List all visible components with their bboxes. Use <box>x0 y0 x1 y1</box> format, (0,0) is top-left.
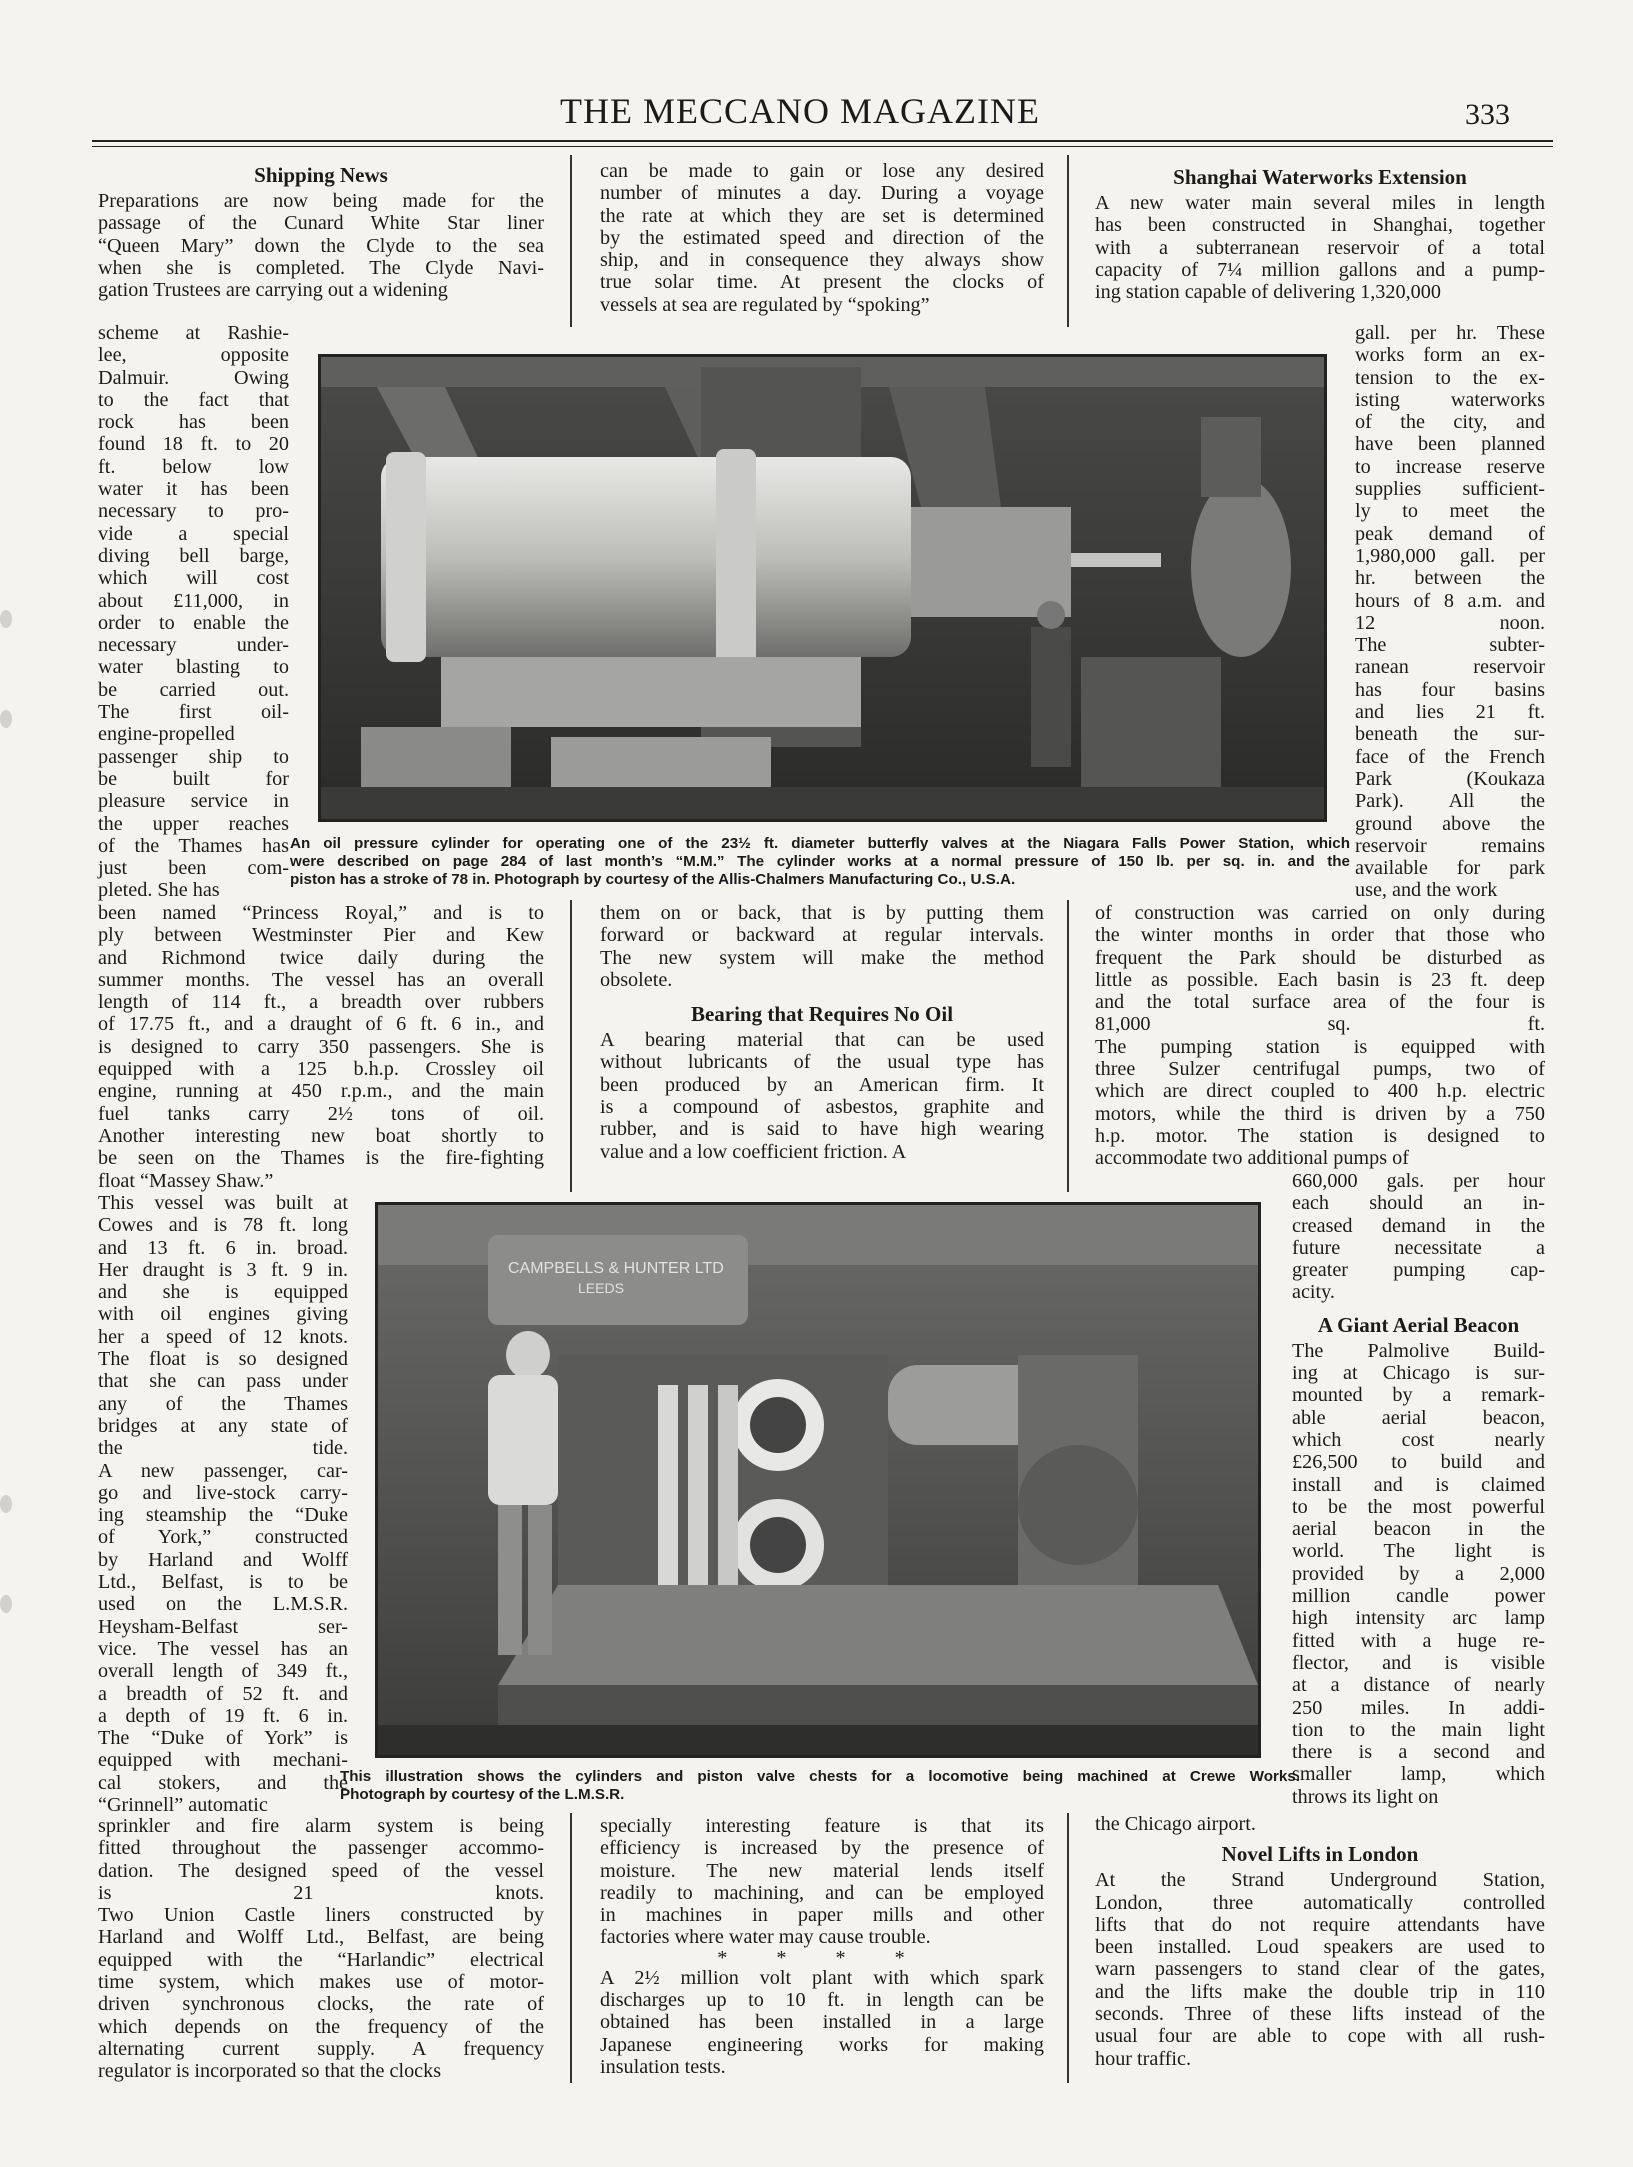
text-line: float “Massey Shaw.” <box>98 1169 274 1192</box>
text-line: frequent the Park should be disturbed as <box>1095 946 1545 969</box>
column-rule-right-mid <box>1067 900 1069 1192</box>
shanghai-narrow2 <box>1292 1170 1545 1808</box>
text-line: of the Thames has <box>98 834 289 857</box>
column-rule-left-bottom <box>570 1813 572 2083</box>
text-line: pleted. She has <box>98 879 220 902</box>
scan-mark <box>0 1595 12 1613</box>
text-line: number of minutes a day. During a voyage <box>600 182 1044 205</box>
text-line: diving bell barge, <box>98 544 289 567</box>
text-line: summer months. The vessel has an overall <box>98 968 544 991</box>
text-line: time system, which makes use of motor- <box>98 1971 544 1994</box>
text-line: length of 114 ft., a breadth over rubbers <box>98 991 544 1014</box>
text-line: necessary to pro- <box>98 500 289 523</box>
right-column-bottom <box>1095 1813 1545 2070</box>
bearing-text-continued <box>600 1815 1044 1949</box>
text-line: London, three automatically controlled <box>1095 1891 1545 1914</box>
text-line: obtained has been installed in a large <box>600 2011 1044 2034</box>
magazine-title: THE MECCANO MAGAZINE <box>560 91 1040 131</box>
text-line: of the city, and <box>1355 411 1545 434</box>
middle-column-top <box>600 160 1044 316</box>
shipping-lines-top <box>98 190 544 301</box>
text-line: 1,980,000 gall. per <box>1355 544 1545 567</box>
text-line: is a compound of asbestos, graphite and <box>600 1096 1044 1119</box>
text-line: which are direct coupled to 400 h.p. electric <box>1095 1080 1545 1103</box>
text-line: Park). All the <box>1355 790 1545 813</box>
text-line: overall length of 349 ft., <box>98 1660 348 1683</box>
column-rule-right-bottom <box>1067 1813 1069 2083</box>
text-line: capacity of 7¼ million gallons and a pump- <box>1095 258 1545 281</box>
text-line: and Richmond twice daily during the <box>98 946 544 969</box>
text-line: driven synchronous clocks, the rate of <box>98 1993 544 2016</box>
text-line: vessels at sea are regulated by “spoking” <box>600 293 930 316</box>
caption-oil-cylinder <box>290 835 1350 889</box>
text-line: insulation tests. <box>600 2055 726 2078</box>
text-line: true solar time. At present the clocks of <box>600 271 1044 294</box>
text-line: fitted throughout the passenger accommo- <box>98 1837 544 1860</box>
text-line: Two Union Castle liners constructed by <box>98 1904 544 1927</box>
caption-locomotive-lines <box>340 1768 1300 1804</box>
text-line: beneath the sur- <box>1355 723 1545 746</box>
shanghai-lines-top <box>1095 192 1545 303</box>
text-line: value and a low coefficient friction. A <box>600 1140 907 1163</box>
text-line: rubber, and is said to have high wearing <box>600 1118 1044 1141</box>
text-line: Park (Koukaza <box>1355 767 1545 790</box>
text-line: by the estimated speed and direction of the <box>600 226 1044 249</box>
text-line: isting waterworks <box>1355 388 1545 411</box>
shipping-news-mid <box>98 902 544 1192</box>
text-line: and lies 21 ft. <box>1355 701 1545 724</box>
text-line: high intensity arc lamp <box>1292 1607 1545 1630</box>
shanghai-mid <box>1095 902 1545 1170</box>
text-line: passenger ship to <box>98 745 289 768</box>
text-line: with a subterranean reservoir of a total <box>1095 236 1545 259</box>
lifts-lines <box>1095 1869 1545 2070</box>
shipping-lines-narrow <box>98 322 289 902</box>
text-line: factories where water may cause trouble. <box>600 1926 931 1949</box>
text-line: Ltd., Belfast, is to be <box>98 1571 348 1594</box>
text-line: and the lifts make the double trip in 110 <box>1095 1980 1545 2003</box>
text-line: peak demand of <box>1355 522 1545 545</box>
text-line: have been planned <box>1355 433 1545 456</box>
text-line: Dalmuir. Owing <box>98 366 289 389</box>
shipping-news-narrow2 <box>98 1192 348 1816</box>
text-line: The first oil- <box>98 701 289 724</box>
scan-mark <box>0 1495 12 1513</box>
text-line: her a speed of 12 knots. <box>98 1325 348 1348</box>
shipping-lines-bottom <box>98 1815 544 2083</box>
text-line: ply between Westminster Pier and Kew <box>98 924 544 947</box>
text-line: engine-propelled <box>98 723 235 746</box>
text-line: A bearing material that can be used <box>600 1029 1044 1052</box>
page-number: 333 <box>1465 98 1510 131</box>
text-line: just been com- <box>98 857 289 880</box>
text-line: by Harland and Wolff <box>98 1548 348 1571</box>
shanghai-article <box>1095 162 1545 303</box>
scan-mark <box>0 610 12 628</box>
text-line: This vessel was built at <box>98 1192 348 1214</box>
text-line: “Grinnell” automatic <box>98 1794 268 1817</box>
text-line: the upper reaches <box>98 812 289 835</box>
header-rule-bottom <box>92 146 1553 147</box>
text-line: usual four are able to cope with all rush- <box>1095 2025 1545 2048</box>
text-line: go and live-stock carry- <box>98 1481 348 1504</box>
text-line: This illustration shows the cylinders and piston valve chests for a locomotive being machined at Crewe Works. <box>340 1768 1300 1785</box>
bearing-text-lines <box>600 1029 1044 1163</box>
text-line: vice. The vessel has an <box>98 1637 348 1660</box>
text-line: passage of the Cunard White Star liner <box>98 212 544 235</box>
text-line: can be made to gain or lose any desired <box>600 160 1044 182</box>
text-line: able aerial beacon, <box>1292 1406 1545 1429</box>
bearing-heading: Bearing that Requires No Oil <box>690 1002 954 1027</box>
text-line: efficiency is increased by the presence of <box>600 1837 1044 1860</box>
text-line: which will cost <box>98 567 289 590</box>
shanghai-lines-narrow <box>1355 322 1545 902</box>
text-line: three Sulzer centrifugal pumps, two of <box>1095 1058 1545 1081</box>
text-line: provided by a 2,000 <box>1292 1562 1545 1585</box>
text-line: obsolete. <box>600 968 673 991</box>
shipping-news-bottom <box>98 1815 544 2083</box>
text-line: At the Strand Underground Station, <box>1095 1869 1545 1892</box>
text-line: necessary under- <box>98 634 289 657</box>
text-line: and 13 ft. 6 in. broad. <box>98 1236 348 1259</box>
text-line: to increase reserve <box>1355 455 1545 478</box>
shipping-news-heading: Shipping News <box>254 163 388 187</box>
text-line: mounted by a remark- <box>1292 1384 1545 1407</box>
header-rule-top <box>92 140 1553 142</box>
text-line: A new water main several miles in length <box>1095 192 1545 214</box>
text-line: to the fact that <box>98 388 289 411</box>
text-line: ing station capable of delivering 1,320,000 <box>1095 281 1441 304</box>
text-line: any of the Thames <box>98 1392 348 1415</box>
text-line: motors, while the third is driven by a 750 <box>1095 1102 1545 1125</box>
text-line: A 2½ million volt plant with which spark <box>600 1966 1044 1989</box>
text-line: them on or back, that is by putting them <box>600 902 1044 924</box>
beacon-last-line: the Chicago airport. <box>1095 1813 1256 1835</box>
text-line: reservoir remains <box>1355 834 1545 857</box>
text-line: works form an ex- <box>1355 344 1545 367</box>
text-line: available for park <box>1355 857 1545 880</box>
text-line: future necessitate a <box>1292 1236 1545 1259</box>
middle-column-bottom <box>600 1815 1044 2078</box>
lifts-heading: Novel Lifts in London <box>1221 1842 1419 1867</box>
text-line: when she is completed. The Clyde Navi- <box>98 256 544 279</box>
text-line: creased demand in the <box>1292 1214 1545 1237</box>
text-line: The subter- <box>1355 634 1545 657</box>
text-line: acity. <box>1292 1281 1335 1304</box>
shanghai-heading: Shanghai Waterworks Extension <box>1173 165 1467 189</box>
text-line: gall. per hr. These <box>1355 322 1545 344</box>
text-line: about £11,000, in <box>98 589 289 612</box>
text-line: forward or backward at regular intervals. <box>600 924 1044 947</box>
caption-oil-cylinder-lines <box>290 835 1350 889</box>
clock-text-continued <box>600 902 1044 991</box>
text-line: The “Duke of York” is <box>98 1727 348 1750</box>
text-line: the winter months in order that those who <box>1095 924 1545 947</box>
text-line: order to enable the <box>98 611 289 634</box>
text-line: a depth of 19 ft. 6 in. <box>98 1704 348 1727</box>
machine-stencil: CAMPBELLS & HUNTER LTD <box>508 1260 724 1277</box>
text-line: without lubricants of the usual type has <box>600 1051 1044 1074</box>
text-line: warn passengers to stand clear of the gates, <box>1095 1958 1545 1981</box>
text-line: fuel tanks carry 2½ tons of oil. <box>98 1102 544 1125</box>
text-line: The Palmolive Build- <box>1292 1339 1545 1362</box>
text-line: ing at Chicago is sur- <box>1292 1362 1545 1385</box>
text-line: of York,” constructed <box>98 1526 348 1549</box>
text-line: The float is so designed <box>98 1348 348 1371</box>
text-line: specially interesting feature is that its <box>600 1815 1044 1837</box>
text-line: with oil engines giving <box>98 1303 348 1326</box>
text-line: of construction was carried on only during <box>1095 902 1545 924</box>
shanghai-lines-mid <box>1095 902 1545 1170</box>
text-line: A new passenger, car- <box>98 1459 348 1482</box>
shipping-lines-narrow2 <box>98 1192 348 1816</box>
text-line: An oil pressure cylinder for operating one of the 23½ ft. diameter butterfly valves at the Niagara Falls Power Station, which <box>290 835 1350 852</box>
text-line: water it has been <box>98 478 289 501</box>
text-line: 12 noon. <box>1355 611 1545 634</box>
text-line: Another interesting new boat shortly to <box>98 1124 544 1147</box>
shipping-lines-mid <box>98 902 544 1192</box>
text-line: at a distance of nearly <box>1292 1674 1545 1697</box>
text-line: million candle power <box>1292 1585 1545 1608</box>
photo-oil-cylinder <box>318 354 1327 822</box>
text-line: been named “Princess Royal,” and is to <box>98 902 544 924</box>
text-line: Her draught is 3 ft. 9 in. <box>98 1258 348 1281</box>
text-line: aerial beacon in the <box>1292 1518 1545 1541</box>
text-line: regulator is incorporated so that the clocks <box>98 2060 442 2083</box>
shipping-news-narrow <box>98 322 289 902</box>
text-line: ing steamship the “Duke <box>98 1504 348 1527</box>
text-line: supplies sufficient- <box>1355 478 1545 501</box>
column-rule-right-top <box>1067 155 1069 327</box>
text-line: scheme at Rashie- <box>98 322 289 344</box>
text-line: Heysham-Belfast ser- <box>98 1615 348 1638</box>
text-line: used on the L.M.S.R. <box>98 1593 348 1616</box>
column-rule-left-top <box>570 155 572 327</box>
text-line: h.p. motor. The station is designed to <box>1095 1124 1545 1147</box>
text-line: little as possible. Each basin is 23 ft. deep <box>1095 968 1545 991</box>
text-line: smaller lamp, which <box>1292 1763 1545 1786</box>
section-stars: * * * * <box>717 1946 927 1969</box>
text-line: hours of 8 a.m. and <box>1355 589 1545 612</box>
text-line: Harland and Wolff Ltd., Belfast, are being <box>98 1926 544 1949</box>
text-line: hour traffic. <box>1095 2047 1192 2070</box>
text-line: were described on page 284 of last month’s “M.M.” The cylinder works at a normal pressure of 150 lb. per sq. in. and the <box>290 853 1350 870</box>
text-line: tension to the ex- <box>1355 366 1545 389</box>
text-line: rock has been <box>98 411 289 434</box>
shanghai-lines-narrow2 <box>1292 1170 1545 1304</box>
text-line: bridges at any state of <box>98 1414 348 1437</box>
text-line: Preparations are now being made for the <box>98 190 544 212</box>
clock-text-lines <box>600 160 1044 316</box>
text-line: been produced by an American firm. It <box>600 1073 1044 1096</box>
machine-stencil-2: LEEDS <box>578 1280 624 1296</box>
text-line: is designed to carry 350 passengers. She is <box>98 1035 544 1058</box>
text-line: a breadth of 52 ft. and <box>98 1682 348 1705</box>
text-line: and the total surface area of the four is <box>1095 991 1545 1014</box>
text-line: equipped with the “Harlandic” electrical <box>98 1948 544 1971</box>
text-line: ly to meet the <box>1355 500 1545 523</box>
text-line: to be the most powerful <box>1292 1495 1545 1518</box>
text-line: dation. The designed speed of the vessel <box>98 1859 544 1882</box>
text-line: has four basins <box>1355 678 1545 701</box>
text-line: accommodate two additional pumps of <box>1095 1147 1409 1170</box>
text-line: install and is claimed <box>1292 1473 1545 1496</box>
text-line: there is a second and <box>1292 1741 1545 1764</box>
text-line: equipped with a 125 b.h.p. Crossley oil <box>98 1058 544 1081</box>
text-line: be built for <box>98 767 289 790</box>
text-line: Cowes and is 78 ft. long <box>98 1214 348 1237</box>
text-line: gation Trustees are carrying out a widening <box>98 279 448 302</box>
text-line: 81,000 sq. ft. <box>1095 1013 1545 1036</box>
text-line: ranean reservoir <box>1355 656 1545 679</box>
scan-mark <box>0 710 12 728</box>
text-line: engine, running at 450 r.p.m., and the main <box>98 1080 544 1103</box>
text-line: be seen on the Thames is the fire-fighting <box>98 1147 544 1170</box>
text-line: be carried out. <box>98 678 289 701</box>
text-line: ship, and in consequence they always show <box>600 249 1044 272</box>
text-line: throws its light on <box>1292 1785 1439 1808</box>
text-line: ground above the <box>1355 812 1545 835</box>
text-line: is 21 knots. <box>98 1881 544 1904</box>
text-line: face of the French <box>1355 745 1545 768</box>
text-line: vide a special <box>98 522 289 545</box>
photo-locomotive-cylinders <box>375 1202 1261 1758</box>
text-line: cal stokers, and the <box>98 1771 348 1794</box>
text-line: discharges up to 10 ft. in length can be <box>600 1989 1044 2012</box>
text-line: The new system will make the method <box>600 946 1044 969</box>
spark-plant-lines <box>600 1967 1044 2078</box>
text-line: found 18 ft. to 20 <box>98 433 289 456</box>
text-line: each should an in- <box>1292 1192 1545 1215</box>
text-line: world. The light is <box>1292 1540 1545 1563</box>
text-line: that she can pass under <box>98 1370 348 1393</box>
text-line: ft. below low <box>98 455 289 478</box>
text-line: equipped with mechani- <box>98 1749 348 1772</box>
text-line: greater pumping cap- <box>1292 1259 1545 1282</box>
text-line: use, and the work <box>1355 879 1498 902</box>
text-line: £26,500 to build and <box>1292 1451 1545 1474</box>
text-line: pleasure service in <box>98 790 289 813</box>
text-line: lee, opposite <box>98 344 289 367</box>
text-line: 250 miles. In addi- <box>1292 1696 1545 1719</box>
text-line: been installed. Loud speakers are used to <box>1095 1936 1545 1959</box>
text-line: “Queen Mary” down the Clyde to the sea <box>98 234 544 257</box>
text-line: which cost nearly <box>1292 1428 1545 1451</box>
text-line: water blasting to <box>98 656 289 679</box>
middle-column-mid <box>600 902 1044 1163</box>
text-line: in machines in paper mills and other <box>600 1904 1044 1927</box>
text-line: and she is equipped <box>98 1281 348 1304</box>
text-line: The pumping station is equipped with <box>1095 1035 1545 1058</box>
text-line: Photograph by courtesy of the L.M.S.R. <box>340 1786 625 1803</box>
text-line: the rate at which they are set is determined <box>600 204 1044 227</box>
text-line: Japanese engineering works for making <box>600 2033 1044 2056</box>
text-line: fitted with a huge re- <box>1292 1629 1545 1652</box>
text-line: 660,000 gals. per hour <box>1292 1170 1545 1192</box>
text-line: readily to machining, and can be employed <box>600 1881 1044 1904</box>
text-line: has been constructed in Shanghai, together <box>1095 214 1545 237</box>
text-line: the tide. <box>98 1437 348 1460</box>
column-rule-left-mid <box>570 900 572 1192</box>
text-line: hr. between the <box>1355 567 1545 590</box>
text-line: piston has a stroke of 78 in. Photograph by courtesy of the Allis-Chalmers Manufacturing Co., U.S.A. <box>290 871 1016 888</box>
shanghai-narrow <box>1355 322 1545 902</box>
shipping-news-article <box>98 160 544 301</box>
text-line: tion to the main light <box>1292 1718 1545 1741</box>
beacon-lines <box>1292 1340 1545 1808</box>
text-line: which depends on the frequency of the <box>98 2015 544 2038</box>
text-line: sprinkler and fire alarm system is being <box>98 1815 544 1837</box>
text-line: moisture. The new material lends itself <box>600 1859 1044 1882</box>
caption-locomotive <box>340 1768 1300 1804</box>
text-line: flector, and is visible <box>1292 1651 1545 1674</box>
text-line: of 17.75 ft., and a draught of 6 ft. 6 in., and <box>98 1013 544 1036</box>
text-line: lifts that do not require attendants have <box>1095 1913 1545 1936</box>
beacon-heading: A Giant Aerial Beacon <box>1317 1312 1520 1337</box>
text-line: alternating current supply. A frequency <box>98 2037 544 2060</box>
text-line: seconds. Three of these lifts instead of the <box>1095 2003 1545 2026</box>
